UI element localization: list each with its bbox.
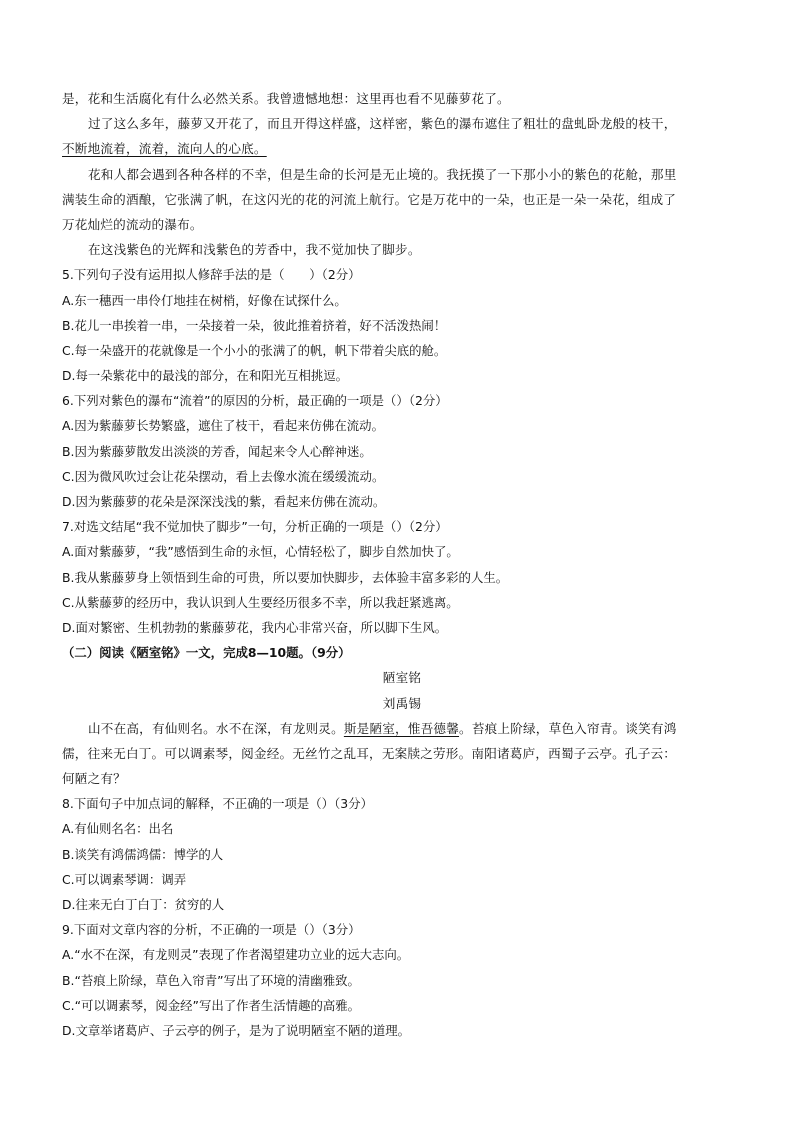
question-6-option-b: B.因为紫藤萝散发出淡淡的芳香，闻起来令人心醉神迷。 bbox=[62, 443, 372, 459]
document-page bbox=[62, 86, 742, 1043]
question-9-option-d: D.文章举诸葛庐、子云亭的例子，是为了说明陋室不陋的道理。 bbox=[62, 1022, 411, 1038]
question-5-option-a: A.东一穗西一串伶仃地挂在树梢，好像在试探什么。 bbox=[62, 292, 347, 308]
question-5-stem: 5.下列句子没有运用拟人修辞手法的是（ ）（2分） bbox=[62, 267, 361, 283]
question-9-option-b: B.“苔痕上阶绿，草色入帘青”写出了环境的清幽雅致。 bbox=[62, 972, 360, 988]
poem-title: 陋室铭 bbox=[382, 670, 422, 686]
passage1-line bbox=[62, 136, 742, 161]
question-7-option-a: A.面对紫藤萝，“我”感悟到生命的永恒，心情轻松了，脚步自然加快了。 bbox=[62, 544, 459, 560]
question-7-option-b: B.我从紫藤萝身上领悟到生命的可贵，所以要加快脚步，去体验丰富多彩的人生。 bbox=[62, 569, 509, 585]
question-9-option-a: A.“水不在深，有龙则灵”表现了作者渴望建功立业的远大志向。 bbox=[62, 947, 410, 963]
passage1-line: 万花灿烂的流动的瀑布。 bbox=[62, 216, 203, 232]
section-heading: （二）阅读《陋室铭》一文，完成8—10题。（9分） bbox=[62, 645, 351, 661]
passage1-line: 花和人都会遇到各种各样的不幸，但是生命的长河是无止境的。我抚摸了一下那小小的紫色的花舱，那里 bbox=[88, 166, 677, 182]
passage2-text: 。苔痕上阶绿，草色入帘青。谈笑有鸿 bbox=[459, 720, 677, 736]
question-6-option-c: C.因为微风吹过会让花朵摆动，看上去像水流在缓缓流动。 bbox=[62, 468, 385, 484]
question-9-stem: 9.下面对文章内容的分析，不正确的一项是（）（3分） bbox=[62, 922, 361, 938]
question-7-option-d: D.面对繁密、生机勃勃的紫藤萝花，我内心非常兴奋，所以脚下生风。 bbox=[62, 619, 448, 635]
question-5-option-c: C.每一朵盛开的花就像是一个小小的张满了的帆，帆下带着尖底的舱。 bbox=[62, 342, 447, 358]
question-9-option-c: C.“可以调素琴，阅金经”写出了作者生活情趣的高雅。 bbox=[62, 997, 361, 1013]
question-7-option-c: C.从紫藤萝的经历中，我认识到人生要经历很多不幸，所以我赶紧逃离。 bbox=[62, 594, 459, 610]
passage2-text: 山不在高，有仙则名。水不在深，有龙则灵。 bbox=[88, 720, 344, 736]
question-6-option-d: D.因为紫藤萝的花朵是深深浅浅的紫，看起来仿佛在流动。 bbox=[62, 494, 386, 509]
passage1-line: 过了这么多年，藤萝又开花了，而且开得这样盛，这样密，紫色的瀑布遮住了粗壮的盘虬卧龙般的枝干， bbox=[88, 116, 677, 132]
question-8-option-a: A.有仙则名名：出名 bbox=[62, 821, 174, 837]
underlined-sentence: 斯是陋室，惟吾德馨 bbox=[343, 720, 460, 736]
question-6-stem: 6.下列对紫色的瀑布“流着”的原因的分析，最正确的一项是（）（2分） bbox=[62, 393, 448, 409]
question-8-option-c: C.可以调素琴调：调弄 bbox=[62, 871, 187, 887]
underlined-sentence: 不断地流着，流着，流向人的心底。 bbox=[62, 141, 267, 157]
passage1-line: 是，花和生活腐化有什么必然关系。我曾遗憾地想：这里再也看不见藤萝花了。 bbox=[62, 91, 510, 106]
passage2-line bbox=[62, 716, 742, 741]
question-8-option-d: D.往来无白丁白丁：贫穷的人 bbox=[62, 897, 225, 912]
poem-author: 刘禹锡 bbox=[382, 695, 422, 711]
question-5-option-b: B.花儿一串挨着一串，一朵接着一朵，彼此推着挤着，好不活泼热闹！ bbox=[62, 317, 447, 333]
passage1-line: 满装生命的酒酿，它张满了帆，在这闪光的花的河流上航行。它是万花中的一朵，也正是一朵一朵花，组成了 bbox=[62, 191, 677, 207]
question-7-stem: 7.对选文结尾“我不觉加快了脚步”一句，分析正确的一项是（）（2分） bbox=[62, 519, 448, 535]
passage2-line: 儒，往来无白丁。可以调素琴，阅金经。无丝竹之乱耳，无案牍之劳形。南阳诸葛庐，西蜀子云亭。孔子云： bbox=[62, 745, 677, 761]
question-6-option-a: A.因为紫藤萝长势繁盛，遮住了枝干，看起来仿佛在流动。 bbox=[62, 418, 384, 434]
question-8-stem: 8.下面句子中加点词的解释，不正确的一项是（）（3分） bbox=[62, 796, 373, 812]
question-5-option-d: D.每一朵紫花中的最浅的部分，在和阳光互相挑逗。 bbox=[62, 368, 349, 384]
question-8-option-b: B.谈笑有鸿儒鸿儒：博学的人 bbox=[62, 846, 224, 862]
passage1-line: 在这浅紫色的光辉和浅紫色的芳香中，我不觉加快了脚步。 bbox=[88, 242, 421, 258]
passage2-line: 何陋之有？ bbox=[62, 771, 126, 787]
